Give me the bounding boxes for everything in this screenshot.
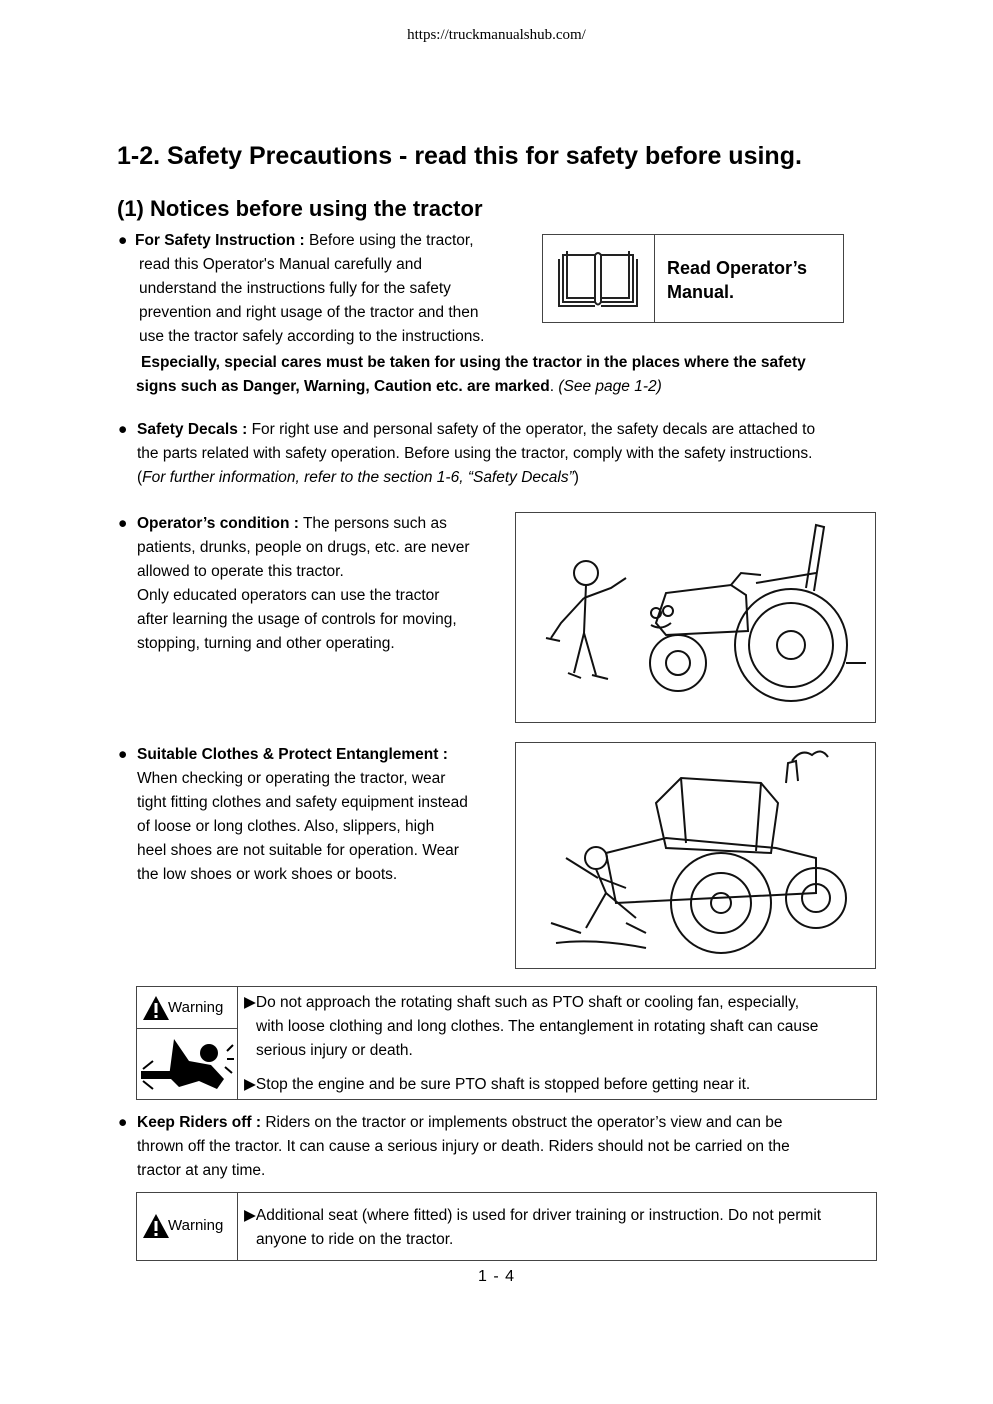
drunk-operator-illustration xyxy=(515,512,876,723)
safety-instruction-label: For Safety Instruction : xyxy=(135,232,305,249)
warning-triangle-icon xyxy=(142,1213,170,1239)
read-manual-box: Read Operator’s Manual. xyxy=(542,234,844,323)
warning-label: Warning xyxy=(168,1217,224,1235)
section-subtitle: (1) Notices before using the tractor xyxy=(117,196,483,221)
warning-triangle-icon xyxy=(142,995,170,1021)
warning-pto-item-1: Do not approach the rotating shaft such as PTO shaft or cooling fan, especially, xyxy=(255,994,800,1011)
warning-pto-item-2: Stop the engine and be sure PTO shaft is stopped before getting near it. xyxy=(255,1076,751,1093)
page-number: 1 - 4 xyxy=(477,1268,515,1285)
entanglement-illustration xyxy=(515,742,876,969)
page-title: 1-2. Safety Precautions - read this for safety before using. xyxy=(117,142,802,170)
safety-decals-label: Safety Decals : xyxy=(137,421,248,438)
header-url: https://truckmanualshub.com/ xyxy=(407,27,586,43)
open-book-icon xyxy=(543,235,655,322)
entanglement-warning-icon xyxy=(139,1031,235,1097)
warning-label: Warning xyxy=(168,999,224,1017)
read-manual-text: Read Operator’s xyxy=(667,258,808,278)
warning-riders-text: Additional seat (where fitted) is used for driver training or instruction. Do not permit xyxy=(255,1207,822,1224)
safety-decals-reference: For further information, refer to the section 1-6, “Safety Decals” xyxy=(142,469,574,486)
operator-condition-label: Operator’s condition : xyxy=(137,515,299,532)
arrow-right-icon: ▶ xyxy=(244,1076,256,1093)
bullet-dot: ● xyxy=(118,232,128,249)
arrow-right-icon: ▶ xyxy=(244,1207,256,1224)
clothes-label: Suitable Clothes & Protect Entanglement : xyxy=(137,746,448,763)
arrow-right-icon: ▶ xyxy=(244,994,256,1011)
riders-label: Keep Riders off : xyxy=(137,1114,262,1131)
see-page-reference: (See page 1-2) xyxy=(558,378,662,395)
warning-box-riders: Warning ▶Additional seat (where fitted) is used for driver training or instruction. Do not permit anyone to ride on the tractor. xyxy=(136,1192,877,1261)
warning-box-pto: Warning ▶Do not approach the rotating shaft such as PTO shaft or cooling fan, especially, with loose clothing and long clothes. The entanglement in rotating shaft can cause serious injury or death. ▶Stop the engine and be sure PTO shaft is stopped before getting near it. xyxy=(136,986,877,1100)
